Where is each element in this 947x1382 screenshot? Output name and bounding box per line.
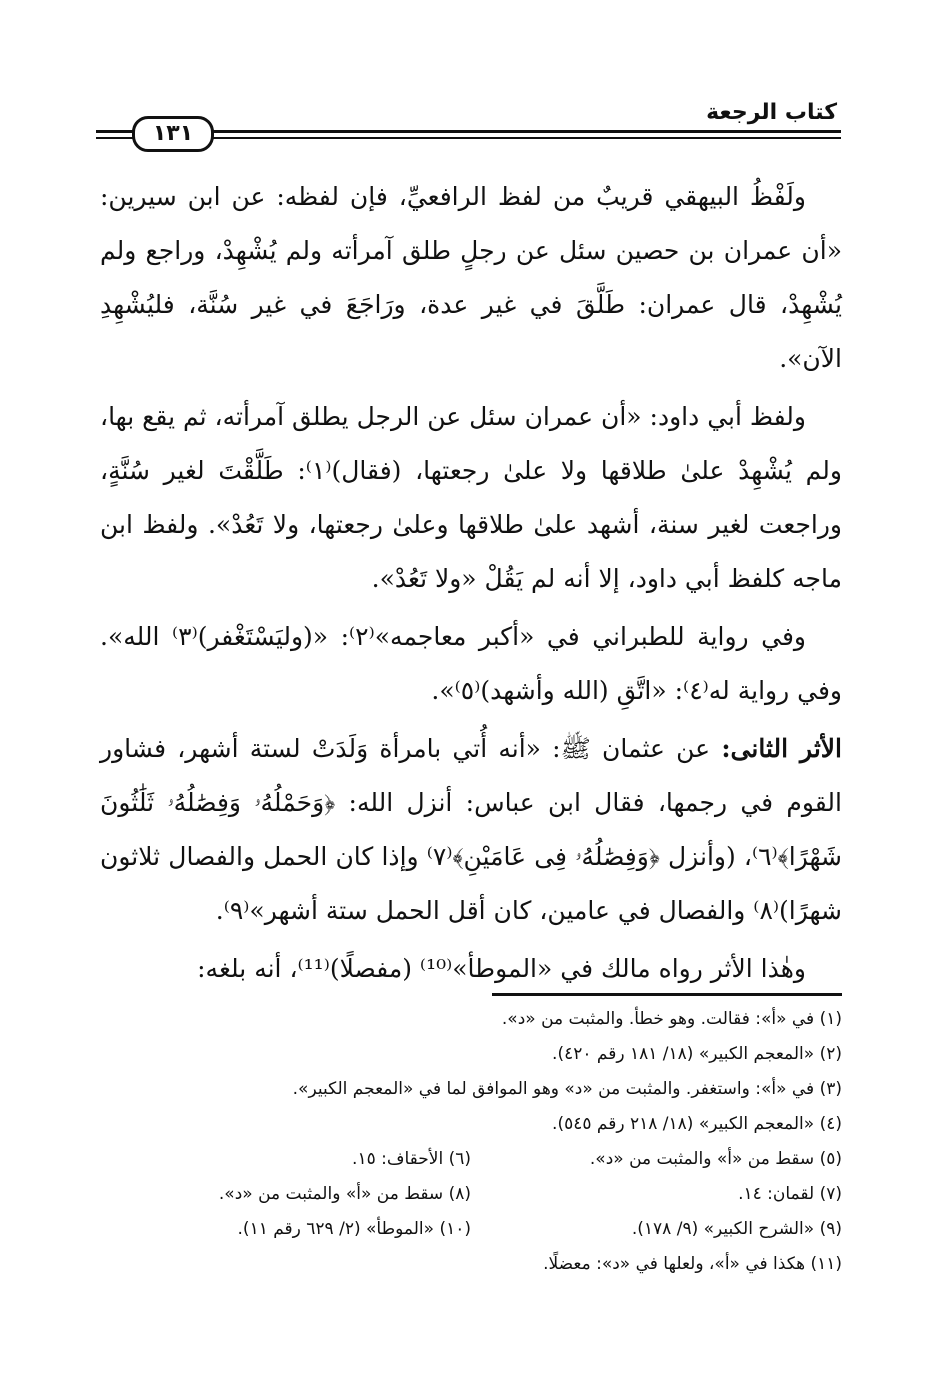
chapter-title: كتاب الرجعة — [706, 100, 837, 125]
footnote-row — [100, 1107, 842, 1142]
footnote-row — [100, 1072, 842, 1107]
footnote-7: (٧) لقمان: ١٤. — [738, 1184, 842, 1204]
footnote-4: (٤) «المعجم الكبير» (١٨/ ٢١٨ رقم ٥٤٥). — [552, 1114, 842, 1134]
header-rule-left — [96, 130, 136, 133]
paragraph-4-lead: الأثر الثانى: — [721, 734, 842, 763]
paragraph-4 — [100, 722, 842, 938]
footnote-6: (٦) الأحقاف: ١٥. — [352, 1149, 471, 1169]
paragraph-5: وهٰذا الأثر رواه مالك في «الموطأ»⁽¹⁰⁾ (مفصلًا)⁽¹¹⁾، أنه بلغه: — [197, 954, 806, 983]
header-rule-thin — [200, 137, 841, 139]
footnote-row — [100, 1002, 842, 1037]
paragraph-3: وفي رواية للطبراني في «أكبر معاجمه»⁽٢⁾: «(وليَسْتَغْفر)⁽٣⁾ الله». وفي رواية له⁽٤⁾: «اتَّقِ (الله وأشهد)⁽٥⁾». — [100, 622, 842, 705]
footnote-separator — [492, 993, 842, 996]
footnote-row — [100, 1212, 842, 1247]
paragraph-1: ولَفْظُ البيهقي قريبٌ من لفظ الرافعيِّ، فإن لفظه: عن ابن سيرين: «أن عمران بن حصين سئل عن رجلٍ طلق آمرأته ولم يُشْهِدْ، وراجع ولم يُشْهِدْ، قال عمران: طَلَّقَ في غير عدة، ورَاجَعَ في غير سُنَّة، فليُشْهِدِ الآن». — [100, 182, 842, 373]
footnote-2: (٢) «المعجم الكبير» (١٨/ ١٨١ رقم ٤٢٠). — [552, 1044, 842, 1064]
header-rule-left-thin — [96, 137, 136, 139]
paragraph-4-text: عن عثمان ﷺ: «أنه أُتي بامرأة وَلَدَتْ لستة أشهر، فشاور القوم في رجمها، فقال ابن عباس: أنزل الله: ﴿وَحَمْلُهُۥ وَفِصَٰلُهُۥ ثَلَٰثُونَ شَهْرًا﴾⁽٦⁾، (وأنزل ﴿وَفِصَٰلُهُۥ فِى عَامَيْنِ﴾⁽٧⁾ وإذا كان الحمل والفصال ثلاثون شهرًا)⁽٨⁾ والفصال في عامين، كان أقل الحمل ستة أشهر»⁽٩⁾. — [100, 734, 842, 925]
footnote-row — [100, 1037, 842, 1072]
main-text — [100, 170, 842, 1000]
page-header — [96, 100, 841, 150]
header-rule — [200, 130, 841, 133]
footnote-8: (٨) سقط من «أ» والمثبت من «د». — [218, 1184, 471, 1204]
footnote-row — [100, 1177, 842, 1212]
footnotes — [100, 1002, 842, 1282]
footnote-5: (٥) سقط من «أ» والمثبت من «د». — [589, 1149, 842, 1169]
paragraph-2: ولفظ أبي داود: «أن عمران سئل عن الرجل يطلق آمرأته، ثم يقع بها، ولم يُشْهِدْ علىٰ طلاقها ولا علىٰ رجعتها، (فقال)⁽١⁾: طَلَّقْتَ لغير سُنَّةٍ، وراجعت لغير سنة، أشهد علىٰ طلاقها وعلىٰ رجعتها، ولا تَعُدْ». ولفظ ابن ماجه كلفظ أبي داود، إلا أنه لم يَقُلْ «ولا تَعُدْ». — [100, 402, 842, 593]
footnote-10: (١٠) «الموطأ» (٢/ ٦٢٩ رقم ١١). — [237, 1219, 471, 1239]
footnote-row — [100, 1142, 842, 1177]
footnote-3: (٣) في «أ»: واستغفر. والمثبت من «د» وهو الموافق لما في «المعجم الكبير». — [292, 1079, 842, 1099]
footnote-1: (١) في «أ»: فقالت. وهو خطأ. والمثبت من «د». — [501, 1009, 842, 1029]
footnote-row — [100, 1247, 842, 1282]
footnote-9: (٩) «الشرح الكبير» (٩/ ١٧٨). — [631, 1219, 842, 1239]
page-number: ١٣١ — [132, 116, 214, 152]
footnote-11: (١١) هكذا في «أ»، ولعلها في «د»: معضلًا. — [543, 1254, 842, 1274]
